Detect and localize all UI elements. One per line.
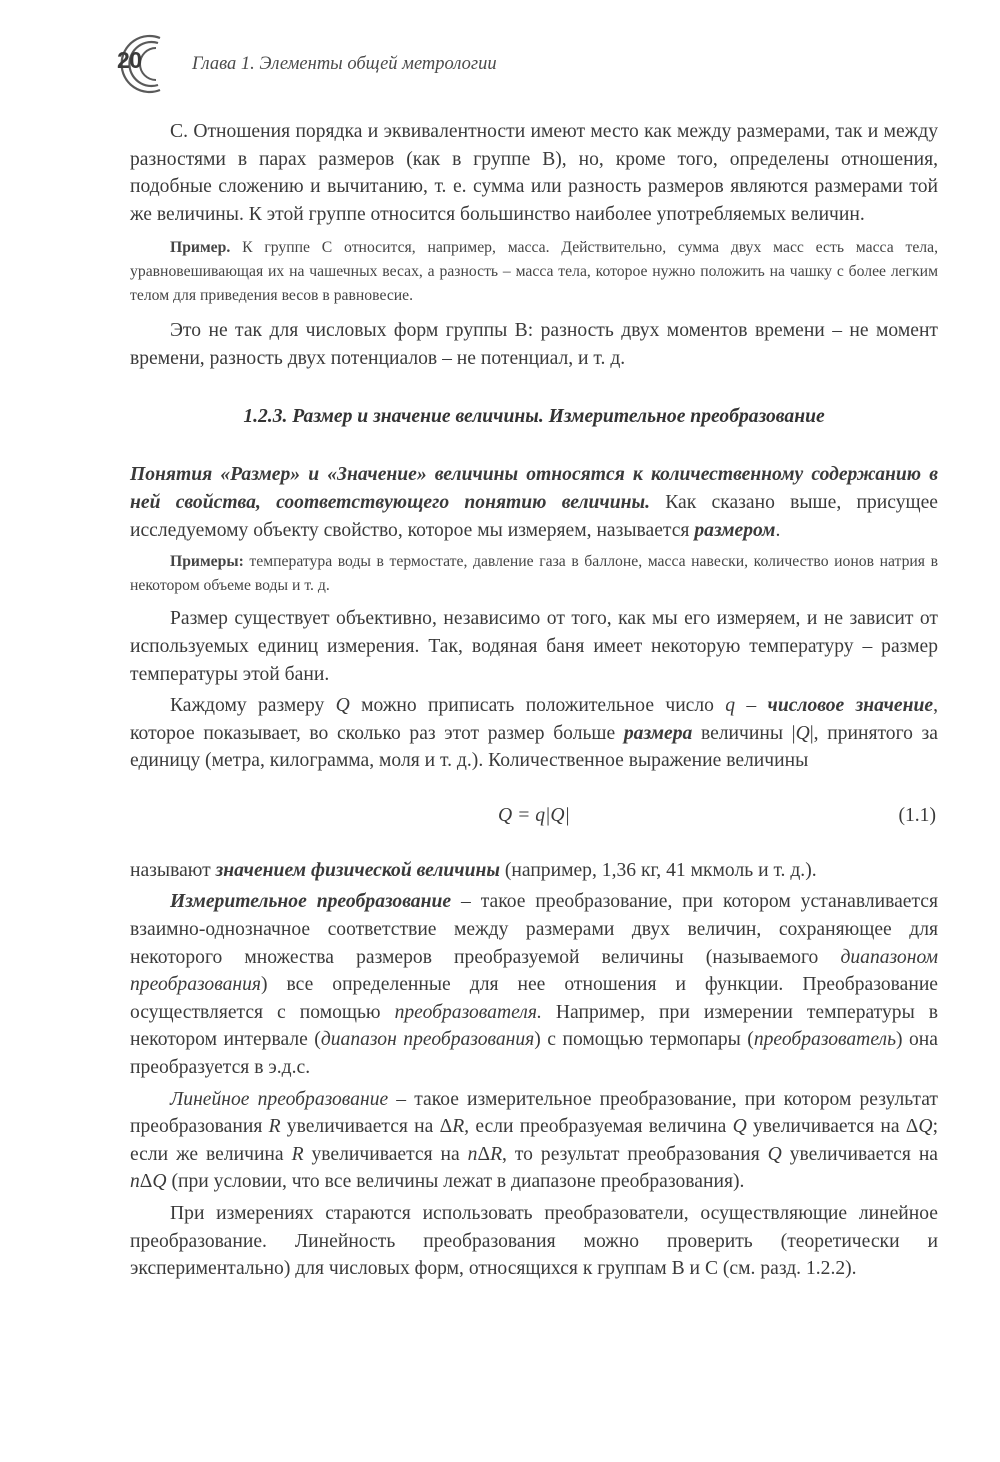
paragraph-group-b: Это не так для числовых форм группы В: разность двух моментов времени – не момент времени, разность двух потенциалов – не потенциал, и т. д.	[130, 320, 938, 369]
term-numeric-value: числовое значение	[767, 695, 934, 717]
paragraph-numeric-value: Каждому размеру Q можно приписать положительное число q – числовое значение, которое показывает, во сколько раз этот размер больше размера величины |Q|, принятого за единицу (метра, килограмма, моля и т. д.). Количественное выражение величины	[130, 695, 938, 772]
term-size: размером	[694, 519, 776, 541]
term-measurement-conversion: Измерительное преобразование	[170, 891, 452, 913]
running-head: Глава 1. Элементы общей метрологии	[192, 54, 497, 74]
size-value-concept: Понятия «Размер» и «Значение» величины относятся к количественному содержанию в ней свойства, соответствующего понятию величины.	[130, 464, 938, 513]
paragraph-linear-conversion: Линейное преобразование – такое измерительное преобразование, при котором результат преобразования R увеличивается на ΔR, если преобразуемая величина Q увеличивается на ΔQ; если же величина R увеличивается на nΔR, то результат преобразования Q увеличивается на nΔQ (при условии, что все величины лежат в диапазоне преобразования).	[130, 1088, 939, 1193]
paragraph-physical-value: называют значением физической величины (например, 1,36 кг, 41 мкмоль и т. д.).	[130, 859, 817, 881]
term-physical-value: значением физической величины	[215, 859, 500, 881]
page-number-badge	[100, 34, 162, 94]
example-label: Пример.	[170, 239, 231, 257]
paragraph-group-c: С. Отношения порядка и эквивалентности имеют место как между размерами, так и между разностями в парах размеров (как в группе В), но, кроме того, определены отношения, подобные сложению и вычитанию, т. е. сумма или разность размеров являются размерами той же величины. К этой группе относится большинство наиболее употребляемых величин.	[130, 121, 938, 225]
example-text: К группе С относится, например, масса. Действительно, сумма двух масс есть масса тела, уравновешивающая их на чашечных весах, а разность – масса тела, которое нужно положить на чашку с более легким телом для приведения весов в равновесие.	[130, 239, 938, 304]
examples-text: температура воды в термостате, давление газа в баллоне, масса навески, количество ионов натрия в некотором объеме воды и т. д.	[130, 553, 938, 594]
paragraph-linearity-check: При измерениях стараются использовать преобразователи, осуществляющие линейное преобразование. Линейность преобразования можно проверить (теоретически и экспериментально) для числовых форм, относящихся к группам В и С (см. разд. 1.2.2).	[130, 1203, 938, 1280]
paragraph-measurement-conversion: Измерительное преобразование – такое преобразование, при котором устанавливается взаимно-однозначное соответствие между размерами двух величин, сохраняющее для некоторого множества размеров преобразуемой величины (называемого диапазоном преобразования) все определенные для нее отношения и функции. Преобразование осуществляется с помощью преобразователя. Например, при измерении температуры в некотором интервале (диапазон преобразования) с помощью термопары (преобразователь) она преобразуется в э.д.с.	[130, 891, 939, 1079]
paragraph-size-objective: Размер существует объективно, независимо от того, как мы его измеряем, и не зависит от используемых единиц измерения. Так, водяная баня имеет некоторую температуру – размер температуры этой бани.	[130, 608, 938, 685]
equation-expression: Q = q|Q|	[498, 804, 570, 826]
examples-sizes	[130, 550, 938, 597]
section-title: 1.2.3. Размер и значение величины. Измерительное преобразование	[243, 406, 825, 428]
paragraph-size-definition: Понятия «Размер» и «Значение» величины относятся к количественному содержанию в ней свойства, соответствующего понятию величины. Как сказано выше, присущее исследуемому объекту свойство, которое мы измеряем, называется размером.	[130, 464, 938, 541]
examples-label: Примеры:	[170, 553, 244, 571]
term-linear-conversion: Линейное преобразование	[170, 1088, 389, 1110]
page-number: 20	[117, 47, 142, 73]
term-unit-size: размера	[623, 722, 693, 744]
page-body	[130, 118, 938, 1283]
equation-1-1	[130, 803, 938, 837]
example-mass	[130, 236, 938, 307]
equation-number: (1.1)	[898, 804, 936, 826]
